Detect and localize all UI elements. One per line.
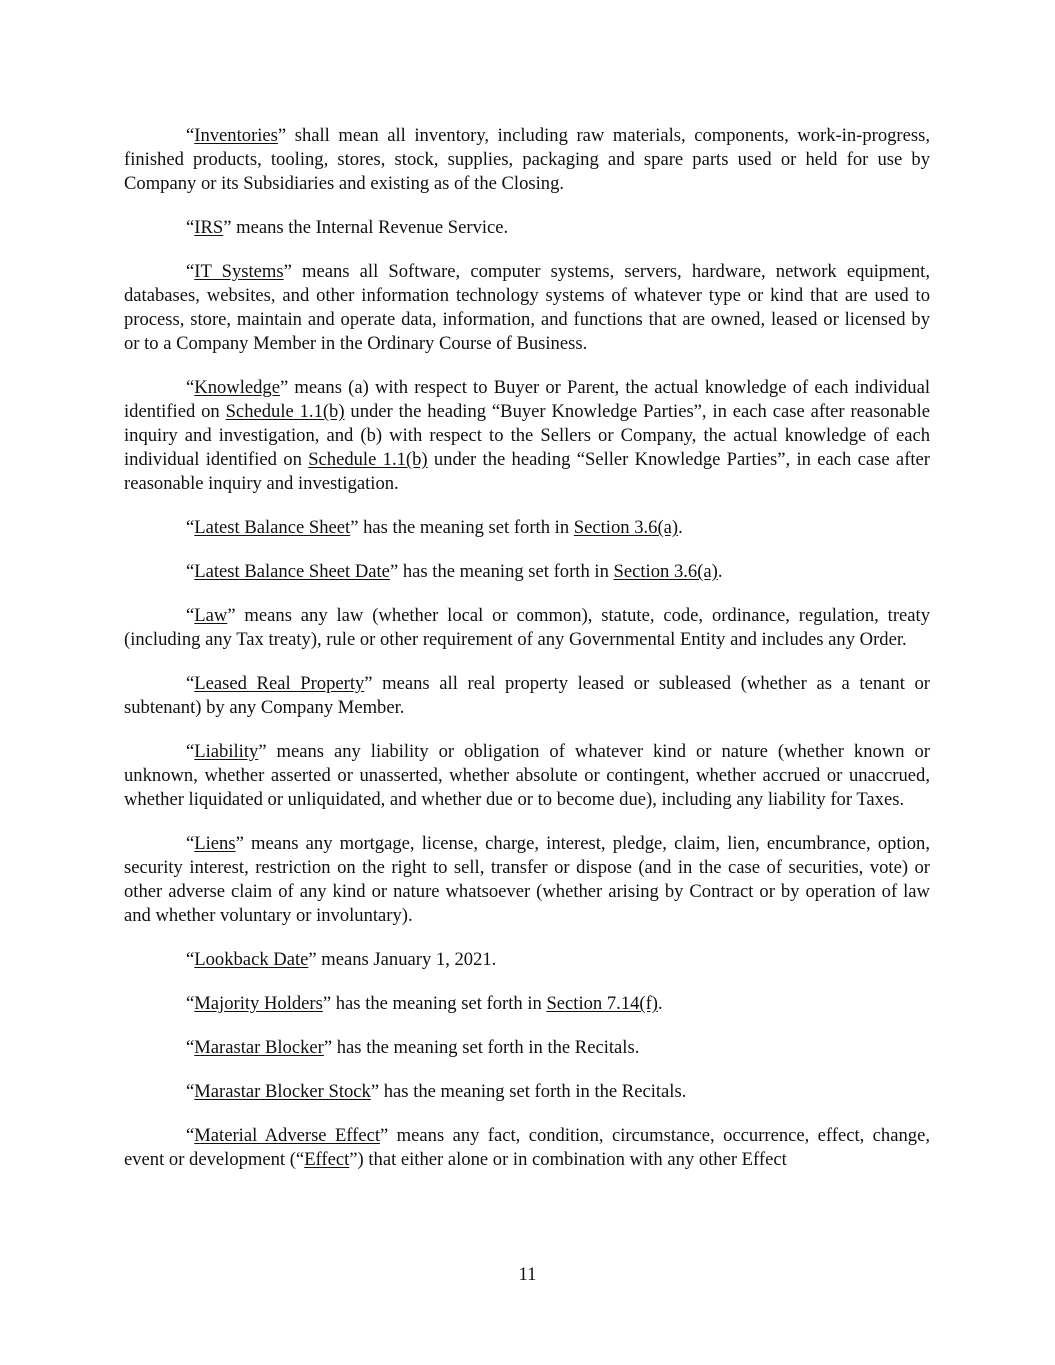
definition-text: ”) that either alone or in combination with any other Effect (349, 1149, 787, 1170)
defined-term: Knowledge (194, 377, 280, 398)
definitions-body (124, 124, 930, 1192)
defined-term: Leased Real Property (194, 673, 365, 694)
definition-text: under the heading “Buyer Knowledge Parties”, in each case after reasonable inquiry and investigation, and (b) with respect to the Sellers or Company, the actual knowledge of each individual identified on (124, 401, 930, 470)
page-number: 11 (518, 1264, 537, 1285)
defined-term: Material Adverse Effect (194, 1125, 381, 1146)
definition-text: ” has the meaning set forth in (389, 561, 614, 582)
definition-knowledge: “Knowledge” means (a) with respect to Buyer or Parent, the actual knowledge of each individual identified on Schedule 1.1(b) under the heading “Buyer Knowledge Parties”, in each case after reasonable inquiry and investigation, and (b) with respect to the Sellers or Company, the actual knowledge of each individual identified on Schedule 1.1(b) under the heading “Seller Knowledge Parties”, in each case after reasonable inquiry and investigation. (124, 377, 930, 494)
definition-text: ” means (a) with respect to Buyer or Parent, the actual knowledge of each individual identified on (124, 377, 930, 422)
definition-latest-balance-sheet: “Latest Balance Sheet” has the meaning set forth in Section 3.6(a). (186, 517, 683, 538)
definition-text: ” means any fact, condition, circumstance, occurrence, effect, change, event or development (“ (124, 1125, 930, 1170)
definition-liens: “Liens” means any mortgage, license, charge, interest, pledge, claim, lien, encumbrance, option, security interest, restriction on the right to sell, transfer or dispose (and in the case of securities, vote) or other adverse claim of any kind or nature whatsoever (whether arising by Contract or by operation of law and whether voluntary or involuntary). (124, 833, 930, 926)
definition-law: “Law” means any law (whether local or common), statute, code, ordinance, regulation, treaty (including any Tax treaty), rule or other requirement of any Governmental Entity and includes any Order. (124, 605, 930, 650)
defined-term: Law (194, 605, 228, 626)
definition-text: ” has the meaning set forth in (350, 517, 574, 538)
defined-term: IRS (194, 217, 224, 238)
definition-text: ” has the meaning set forth in the Recitals. (323, 1037, 640, 1058)
defined-term: Latest Balance Sheet (194, 517, 351, 538)
defined-term: Lookback Date (194, 949, 309, 970)
cross-reference: Schedule 1.1(b) (225, 401, 345, 422)
definition-marastar-blocker: “Marastar Blocker” has the meaning set forth in the Recitals. (186, 1037, 640, 1058)
cross-reference: Section 3.6(a) (613, 561, 718, 582)
defined-term: Liability (194, 741, 259, 762)
definition-text: under the heading “Seller Knowledge Parties”, in each case after reasonable inquiry and investigation. (124, 449, 930, 494)
defined-term: Liens (194, 833, 236, 854)
definition-text: ” shall mean all inventory, including raw materials, components, work-in-progress, finished products, tooling, stores, stock, supplies, packaging and spare parts used or held for use by Company or its Subsidiaries and existing as of the Closing. (124, 125, 930, 194)
defined-term: Effect (304, 1149, 350, 1170)
defined-term: Marastar Blocker Stock (194, 1081, 371, 1102)
definition-majority-holders: “Majority Holders” has the meaning set forth in Section 7.14(f). (186, 993, 663, 1014)
defined-term: Inventories (194, 125, 278, 146)
definition-text: ” has the meaning set forth in the Recitals. (370, 1081, 687, 1102)
defined-term: IT Systems (194, 261, 284, 282)
cross-reference: Schedule 1.1(b) (308, 449, 428, 470)
definition-liability: “Liability” means any liability or obligation of whatever kind or nature (whether known or unknown, whether asserted or unasserted, whether absolute or contingent, whether accrued or unaccrued, whether liquidated or unliquidated, and whether due or to become due), including any liability for Taxes. (124, 741, 930, 810)
cross-reference: Section 3.6(a) (573, 517, 679, 538)
definition-material-adverse-effect: “Material Adverse Effect” means any fact, condition, circumstance, occurrence, effect, change, event or development (“Effect”) that either alone or in combination with any other Effect (124, 1125, 930, 1170)
definition-text: ” means all Software, computer systems, servers, hardware, network equipment, databases, websites, and other information technology systems of whatever type or kind that are used to process, store, maintain and operate data, information, and functions that are owned, leased or licensed by or to a Company Member in the Ordinary Course of Business. (124, 261, 930, 354)
cross-reference: Section 7.14(f) (546, 993, 658, 1014)
definition-irs: “IRS” means the Internal Revenue Service. (186, 217, 509, 238)
defined-term: Majority Holders (194, 993, 323, 1014)
definition-marastar-blocker-stock: “Marastar Blocker Stock” has the meaning set forth in the Recitals. (186, 1081, 687, 1102)
definition-inventories: “Inventories” shall mean all inventory, including raw materials, components, work-in-progress, finished products, tooling, stores, stock, supplies, packaging and spare parts used or held for use by Company or its Subsidiaries and existing as of the Closing. (124, 125, 930, 194)
definition-text: ” means any law (whether local or common), statute, code, ordinance, regulation, treaty (including any Tax treaty), rule or other requirement of any Governmental Entity and includes any Order. (124, 605, 930, 650)
definition-text: ” has the meaning set forth in (322, 993, 547, 1014)
definition-text: ” means all real property leased or subleased (whether as a tenant or subtenant) by any Company Member. (124, 673, 930, 718)
definition-latest-balance-sheet-date: “Latest Balance Sheet Date” has the meaning set forth in Section 3.6(a). (186, 561, 723, 582)
definition-text: ” means any liability or obligation of whatever kind or nature (whether known or unknown, whether asserted or unasserted, whether absolute or contingent, whether accrued or unaccrued, whether liquidated or unliquidated, and whether due or to become due), including any liability for Taxes. (124, 741, 930, 810)
definition-text: ” means any mortgage, license, charge, interest, pledge, claim, lien, encumbrance, option, security interest, restriction on the right to sell, transfer or dispose (and in the case of securities, vote) or other adverse claim of any kind or nature whatsoever (whether arising by Contract or by operation of law and whether voluntary or involuntary). (124, 833, 930, 926)
definition-text: ” means January 1, 2021. (308, 949, 497, 970)
definition-it-systems: “IT Systems” means all Software, computer systems, servers, hardware, network equipment, databases, websites, and other information technology systems of whatever type or kind that are used to process, store, maintain and operate data, information, and functions that are owned, leased or licensed by or to a Company Member in the Ordinary Course of Business. (124, 261, 930, 354)
definition-text: ” means the Internal Revenue Service. (223, 217, 509, 238)
defined-term: Latest Balance Sheet Date (194, 561, 390, 582)
definition-leased-real-property: “Leased Real Property” means all real property leased or subleased (whether as a tenant or subtenant) by any Company Member. (124, 673, 930, 718)
defined-term: Marastar Blocker (194, 1037, 324, 1058)
definition-lookback-date: “Lookback Date” means January 1, 2021. (186, 949, 497, 970)
